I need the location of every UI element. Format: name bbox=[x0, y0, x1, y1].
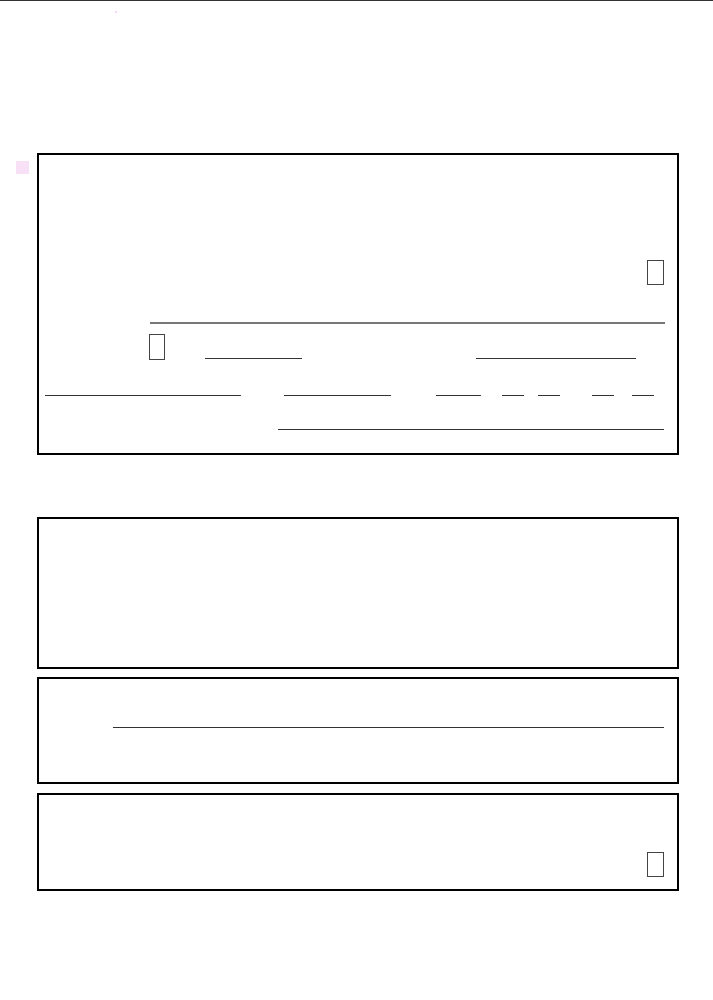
street-type-input[interactable] bbox=[436, 395, 481, 396]
decorative-dot bbox=[115, 11, 117, 13]
house-number-input[interactable] bbox=[502, 395, 524, 396]
technical-name-input[interactable] bbox=[113, 727, 664, 728]
consent-checkbox[interactable] bbox=[647, 260, 664, 285]
city-input[interactable] bbox=[476, 358, 636, 359]
email-input[interactable] bbox=[278, 429, 664, 430]
foreign-address-checkbox[interactable] bbox=[149, 334, 165, 360]
civil-beneficiary-section bbox=[37, 517, 679, 669]
floor-input[interactable] bbox=[632, 395, 654, 396]
taxpayer-section bbox=[37, 153, 679, 455]
stair-input[interactable] bbox=[592, 395, 614, 396]
revocation-checkbox[interactable] bbox=[647, 852, 664, 877]
technical-beneficiary-section bbox=[37, 677, 679, 784]
top-border bbox=[0, 0, 713, 1]
building-input[interactable] bbox=[538, 395, 560, 396]
revocation-section bbox=[37, 793, 679, 891]
name-input[interactable] bbox=[150, 322, 665, 324]
pink-marker bbox=[16, 161, 29, 174]
postal-code-input[interactable] bbox=[205, 358, 302, 359]
street-name-input[interactable] bbox=[45, 395, 241, 396]
street-name-input-2[interactable] bbox=[284, 395, 391, 396]
